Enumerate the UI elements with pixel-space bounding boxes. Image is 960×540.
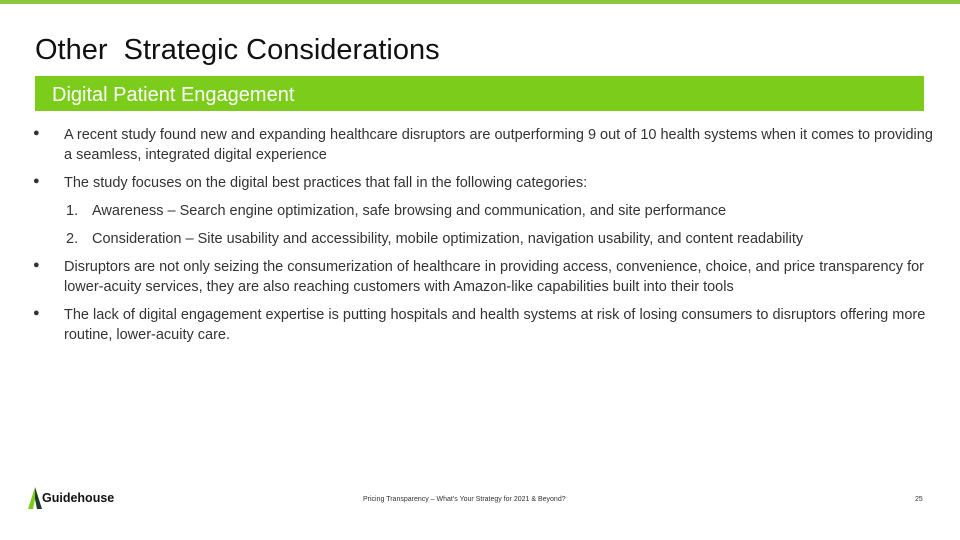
bullet-text: The lack of digital engagement expertise is putting hospitals and health systems at risk of losing consumers to disruptors offering more routine, lower-acuity care. <box>64 307 926 343</box>
guidehouse-logo-icon <box>28 487 42 509</box>
numbered-item-index: 2. <box>66 231 79 247</box>
bullet-dot-icon: ● <box>33 175 40 187</box>
numbered-item-text: Awareness – Search engine optimization, safe browsing and communication, and site performance <box>92 203 727 219</box>
numbered-item-index: 1. <box>66 203 79 219</box>
bullet-dot-icon: ● <box>33 127 40 139</box>
bullet-dot-icon: ● <box>33 259 40 271</box>
slide-title: Other Strategic Considerations <box>35 34 440 66</box>
footer-caption: Pricing Transparency – What’s Your Strategy for 2021 & Beyond? <box>363 496 566 503</box>
bullet-dot-icon: ● <box>33 307 40 319</box>
bullet-text: A recent study found new and expanding healthcare disruptors are outperforming 9 out of 10 health systems when it comes to providing a seamless, integrated digital experience <box>64 127 933 163</box>
page-number: 25 <box>915 496 923 503</box>
numbered-item-text: Consideration – Site usability and accessibility, mobile optimization, navigation usability, and content readability <box>92 231 804 247</box>
section-banner <box>35 76 924 111</box>
bullet-text: Disruptors are not only seizing the consumerization of healthcare in providing access, convenience, choice, and price transparency for lower-acuity services, they are also reaching customers with Amazon-like capabilities built into their tools <box>64 259 924 295</box>
bullet-text: The study focuses on the digital best practices that fall in the following categories: <box>64 175 588 191</box>
logo-wordmark: Guidehouse <box>42 491 115 505</box>
section-banner-label: Digital Patient Engagement <box>52 84 295 106</box>
top-accent-rule <box>0 0 960 4</box>
